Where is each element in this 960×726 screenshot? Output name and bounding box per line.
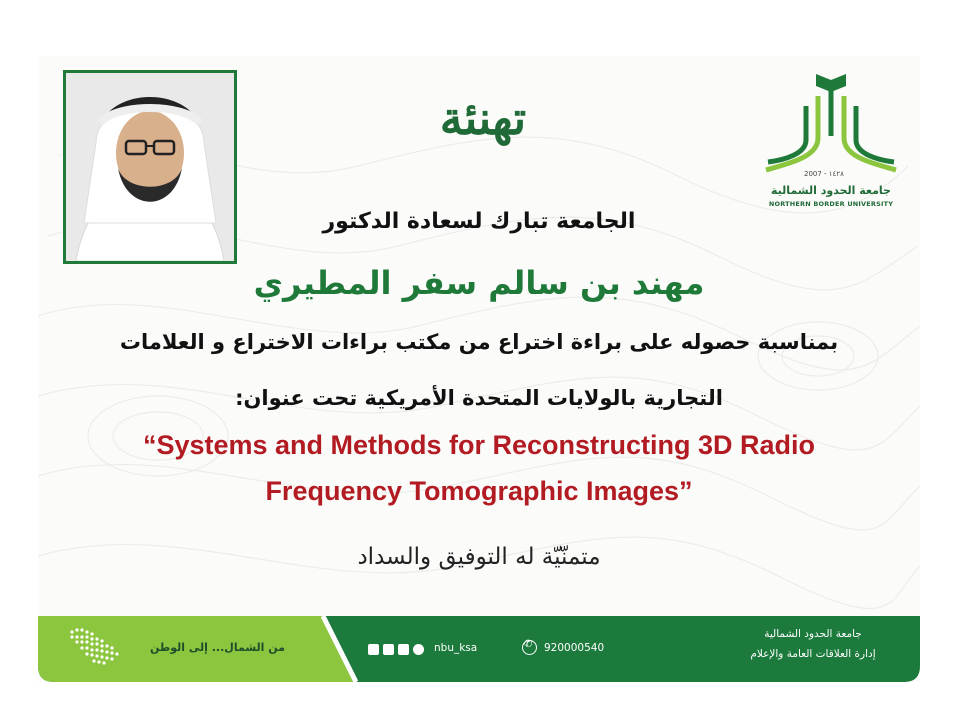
patent-title-line-2: Frequency Tomographic Images” <box>265 476 693 506</box>
snapchat-icon[interactable] <box>413 644 424 655</box>
footer-org-line-1: جامعة الحدود الشمالية <box>764 628 862 640</box>
phone-icon <box>522 640 537 655</box>
greeting-calligraphy: تهنئة <box>439 91 527 145</box>
footer-bar <box>38 616 920 682</box>
twitter-icon[interactable] <box>398 644 409 655</box>
youtube-icon[interactable] <box>368 644 379 655</box>
saudi-map-icon <box>64 624 134 670</box>
university-name-en: NORTHERN BORDER UNIVERSITY <box>768 200 894 208</box>
intro-text: الجامعة تبارك لسعادة الدكتور <box>322 209 636 234</box>
instagram-icon[interactable] <box>383 644 394 655</box>
closing-wish: متمنّيّة له التوفيق والسداد <box>357 544 601 570</box>
footer-org-line-2: إدارة العلاقات العامة والإعلام <box>750 648 876 660</box>
social-handle[interactable]: nbu_ksa <box>434 642 478 654</box>
honoree-name: مهند بن سالم سفر المطيري <box>253 264 705 302</box>
university-name-ar: جامعة الحدود الشمالية <box>771 184 891 197</box>
reason-line-1: بمناسبة حصوله على براءة اختراع من مكتب براءات الاختراع و العلامات <box>119 330 839 354</box>
patent-title-line-1: “Systems and Methods for Reconstructing 3D Radio <box>142 430 816 460</box>
congratulation-card <box>38 56 920 682</box>
phone-number[interactable]: 920000540 <box>544 642 605 654</box>
university-emblem-icon <box>756 66 906 184</box>
university-logo <box>756 66 906 216</box>
honoree-photo <box>63 70 237 264</box>
reason-line-2: التجارية بالولايات المتحدة الأمريكية تحت عنوان: <box>235 386 723 410</box>
footer-slogan: من الشمال... إلى الوطن <box>150 641 285 654</box>
founding-year: 2007 - ١٤٢٨ <box>804 170 844 178</box>
